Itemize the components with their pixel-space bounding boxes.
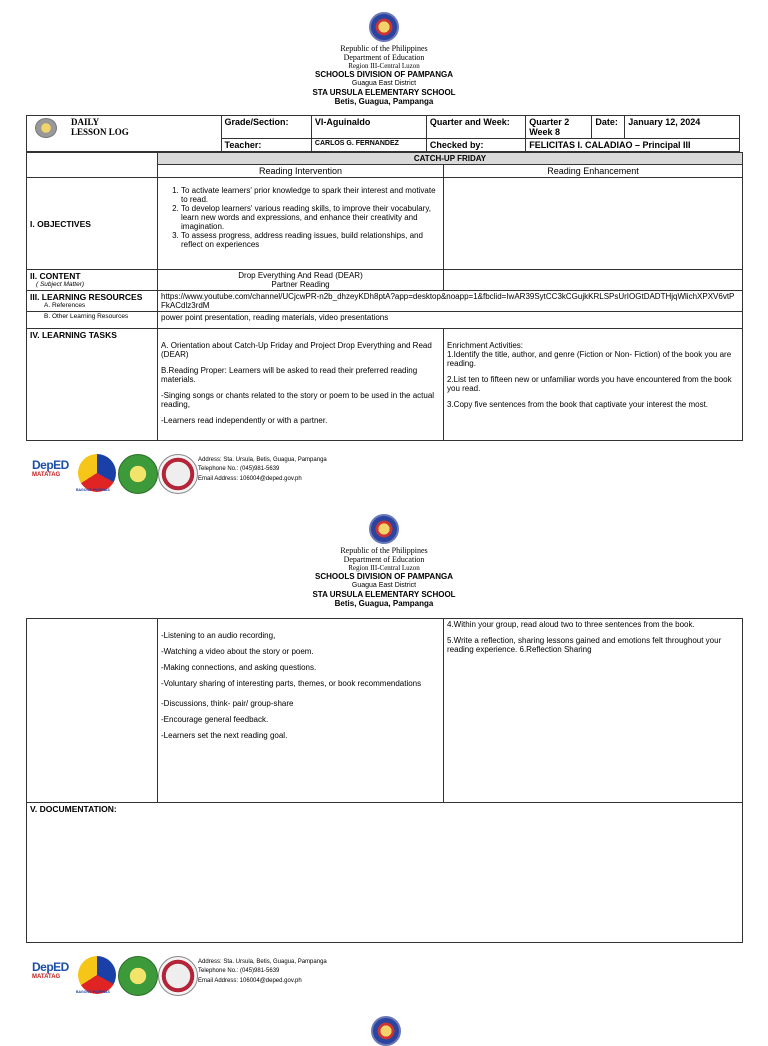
quarter-week-value: Quarter 2 Week 8 [526,116,592,139]
teacher-label: Teacher: [221,139,311,152]
task-item: -Encourage general feedback. [161,715,269,724]
task-item: -Learners set the next reading goal. [161,731,288,740]
header-line: Betis, Guagua, Pampanga [334,96,434,106]
page-header [0,514,768,608]
task-item: -Watching a video about the story or poem. [161,647,314,656]
content-sublabel: ( Subject Matter) [36,281,85,288]
header-line: Republic of the Philippines [340,44,428,53]
learning-tasks-enhancement [444,329,743,441]
header-line: Department of Education [343,53,425,63]
task-item: -Making connections, and asking questions. [161,663,317,672]
teacher-value: CARLOS G. FERNANDEZ [311,139,426,152]
deped-logo [32,458,72,486]
deped-seal-icon [371,1016,401,1046]
school-seal-logo [158,956,198,996]
enrichment-item: 3.Copy five sentences from the book that captivate your interest the most. [447,400,709,409]
bagong-pilipinas-text: BAGONG PILIPINAS [76,990,110,994]
enrichment-item: 2.List ten to fifteen new or unfamiliar words you have encountered from the book you read. [447,375,732,393]
bagong-pilipinas-logo [78,956,116,994]
log-title-line: DAILY [71,117,100,127]
page-footer [32,454,392,496]
objective-item: 2. To develop learners' various reading skills, to improve their vocabulary, learn new words and expressions, and enhance their creativity and imagination. [181,204,440,231]
learning-tasks-intervention-continued [158,619,444,803]
other-resources-label: B. Other Learning Resources [27,312,158,329]
grade-label: Grade/Section: [221,116,311,139]
documentation-label: V. DOCUMENTATION: [27,803,743,943]
task-item: -Singing songs or chants related to the story or poem to be used in the actual reading, [161,391,435,409]
enrichment-item: 4.Within your group, read aloud two to three sentences from the book. [447,620,695,629]
bagong-pilipinas-text: BAGONG PILIPINAS [76,488,110,492]
learning-tasks-label: IV. LEARNING TASKS [27,329,158,441]
deped-seal-icon [369,514,399,544]
footer-address: Address: Sta. Ursula, Betis, Guagua, Pampanga [198,959,327,965]
log-title-line: LESSON LOG [71,127,129,137]
header-line: Region III-Central Luzon [348,564,420,573]
content-enhancement-cell [444,270,743,291]
matatag-logo-text: MATATAG [32,472,61,478]
footer-telephone: Telephone No.: (045)981-5639 [198,968,280,975]
header-line: SCHOOLS DIVISION OF PAMPANGA [315,572,453,582]
page-header [0,12,768,106]
deped-logo-text: DepED [32,458,69,472]
catch-up-friday-heading: CATCH-UP FRIDAY [158,153,743,165]
content-label-cell [27,270,158,291]
task-item: -Listening to an audio recording, [161,631,276,640]
header-line: Betis, Guagua, Pampanga [334,598,434,608]
empty-cell [27,619,158,803]
header-line: Guagua East District [351,79,417,87]
lesson-table-continued [26,618,743,943]
deped-seal-icon [35,118,57,138]
references-link[interactable]: https://www.youtube.com/channel/UCjcwPR-n2b_dhzeyKDh8ptA?app=desktop&noapp=1&fbclid=IwAR39SytCC3kCGujkKRLSPsUrIOGtDADTHjqWlichXPXV6vtPFkACdlz3rdM [158,291,743,312]
header-line: Guagua East District [351,581,417,589]
content-label: II. CONTENT [30,271,81,281]
objectives-list [158,178,444,270]
footer-address: Address: Sta. Ursula, Betis, Guagua, Pampanga [198,457,327,463]
quarter-week-label: Quarter and Week: [426,116,525,139]
deped-logo-text: DepED [32,960,69,974]
header-line: Department of Education [343,555,425,565]
division-seal-logo [118,454,158,494]
task-item: -Discussions, think- pair/ group-share [161,699,294,708]
task-item: -Voluntary sharing of interesting parts, themes, or book recommendations [161,679,422,688]
references-label: A. References [44,302,86,309]
task-item: -Learners read independently or with a partner. [161,416,328,425]
resources-label: III. LEARNING RESOURCES [30,292,143,302]
resources-label-cell [27,291,158,312]
task-item: A. Orientation about Catch-Up Friday and Project Drop Everything and Read (DEAR) [161,341,432,359]
reading-enhancement-heading: Reading Enhancement [444,165,743,178]
learning-tasks-enhancement-continued [444,619,743,803]
deped-logo [32,960,72,988]
checked-by-label: Checked by: [426,139,525,152]
content-value-line: Partner Reading [271,280,330,289]
division-seal-logo [118,956,158,996]
header-line: STA URSULA ELEMENTARY SCHOOL [312,589,456,599]
date-value: January 12, 2024 [625,116,740,139]
lesson-table [26,152,743,441]
header-line: SCHOOLS DIVISION OF PAMPANGA [315,70,453,80]
footer-email[interactable]: Email Address: 106004@deped.gov.ph [198,977,302,984]
lesson-log-info [26,115,740,152]
objectives-enhancement-cell [444,178,743,270]
footer-contact [198,958,327,986]
checked-by-value: FELICITAS I. CALADIAO – Principal III [526,139,740,152]
enrichment-heading: Enrichment Activities: [447,341,524,350]
learning-tasks-intervention [158,329,444,441]
content-value-line: Drop Everything And Read (DEAR) [238,271,363,280]
footer-contact [198,456,327,484]
reading-intervention-heading: Reading Intervention [158,165,444,178]
enrichment-item: 1.Identify the title, author, and genre (Fiction or Non- Fiction) of the book you are reading. [447,350,732,368]
date-label: Date: [592,116,625,139]
school-seal-logo [158,454,198,494]
enrichment-item: 5.Write a reflection, sharing lessons gained and emotions felt throughout your reading experience. 6.Reflection Sharing [447,636,722,654]
objective-item: 1. To activate learners' prior knowledge to spark their interest and motivate to read. [181,186,440,204]
header-line: Republic of the Philippines [340,546,428,555]
objective-item: 3. To assess progress, address reading issues, build relationships, and reflect on experiences [181,231,440,249]
deped-seal-icon [369,12,399,42]
grade-value: VI-Aguinaldo [311,116,426,139]
bagong-pilipinas-logo [78,454,116,492]
objectives-label: I. OBJECTIVES [27,178,158,270]
matatag-logo-text: MATATAG [32,974,61,980]
footer-telephone: Telephone No.: (045)981-5639 [198,466,280,473]
empty-cell [27,153,158,178]
task-item: B.Reading Proper: Learners will be asked to read their preferred reading materials. [161,366,418,384]
other-resources-value: power point presentation, reading materials, video presentations [158,312,743,329]
lesson-log-title [27,116,222,152]
content-value [158,270,444,291]
footer-email[interactable]: Email Address: 106004@deped.gov.ph [198,475,302,482]
header-line: STA URSULA ELEMENTARY SCHOOL [312,87,456,97]
header-line: Region III-Central Luzon [348,62,420,71]
page-footer [32,956,392,998]
